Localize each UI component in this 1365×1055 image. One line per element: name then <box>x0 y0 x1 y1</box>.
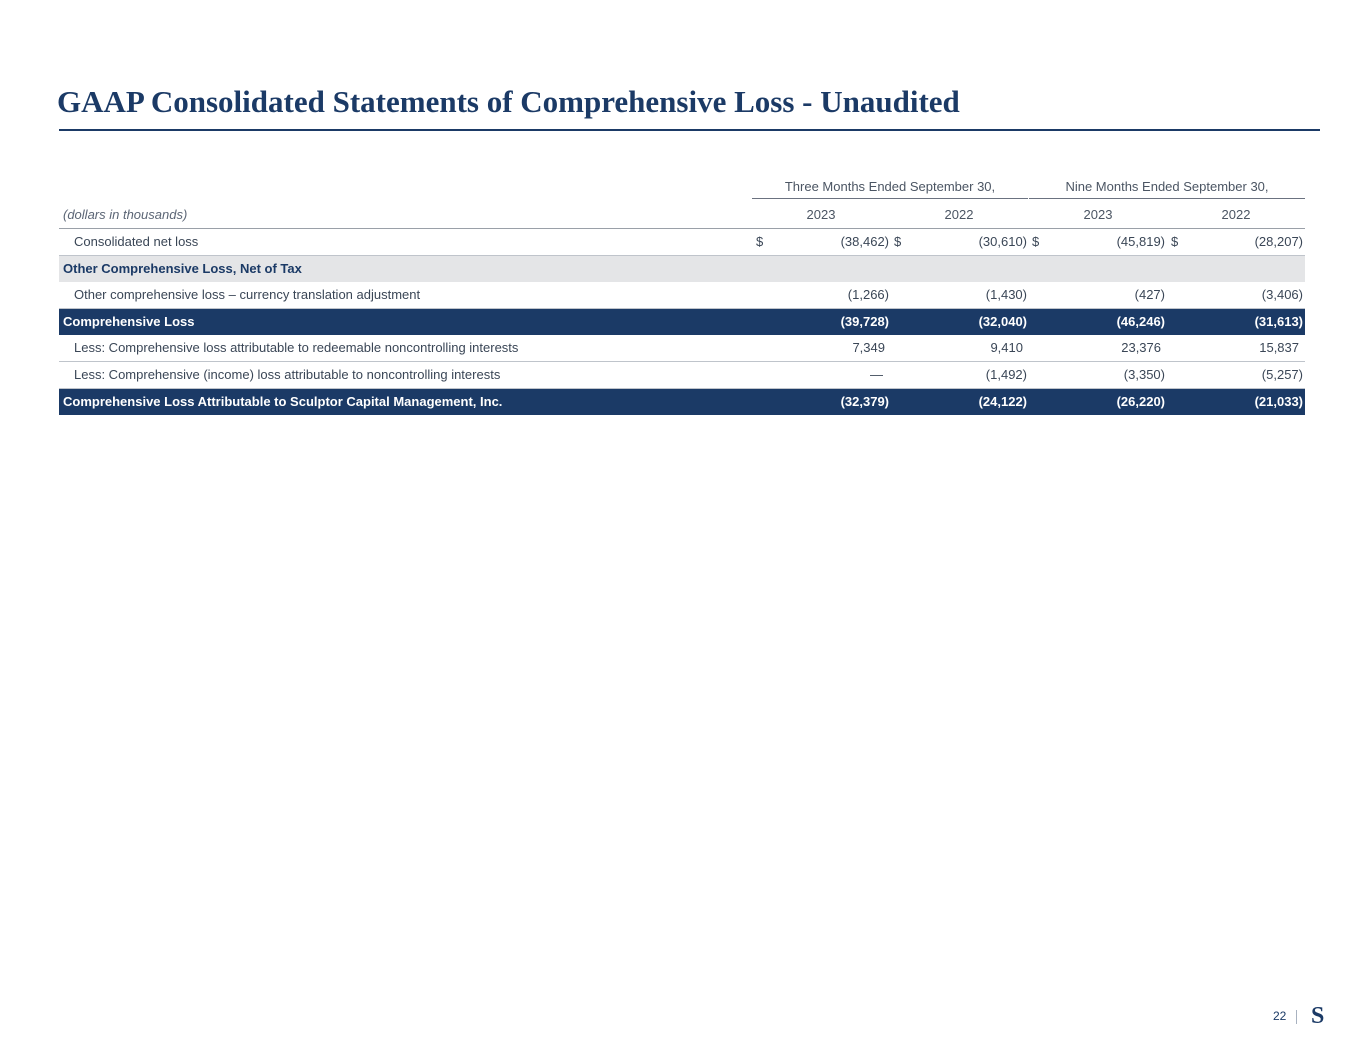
value-ytd-2023: 23,376 <box>1121 340 1161 355</box>
total-row <box>59 389 1305 415</box>
currency-symbol: $ <box>894 234 902 249</box>
units-label: (dollars in thousands) <box>63 207 188 222</box>
section-label: Other Comprehensive Loss, Net of Tax <box>63 261 302 276</box>
value-q3-2022: (1,430) <box>985 287 1027 302</box>
value-ytd-2023: (3,350) <box>1123 367 1165 382</box>
year-header-ytd-2023: 2023 <box>1083 207 1113 222</box>
value-q3-2022: (30,610) <box>978 234 1027 249</box>
value-ytd-2022: (5,257) <box>1261 367 1303 382</box>
currency-symbol: $ <box>1171 234 1179 249</box>
value-ytd-2023: (427) <box>1134 287 1165 302</box>
title-divider <box>59 129 1320 131</box>
row-label: Other comprehensive loss – currency translation adjustment <box>74 287 421 302</box>
sculptor-logo-icon: S <box>1311 1003 1325 1029</box>
year-header-q3-2022: 2022 <box>944 207 974 222</box>
value-q3-2022: (32,040) <box>978 314 1027 329</box>
row-label: Consolidated net loss <box>74 234 199 249</box>
table-row <box>59 282 1305 309</box>
value-ytd-2023: (46,246) <box>1116 314 1165 329</box>
value-ytd-2022: (31,613) <box>1254 314 1303 329</box>
value-ytd-2022: (28,207) <box>1254 234 1303 249</box>
footer-divider <box>1296 1010 1297 1024</box>
value-q3-2023: (1,266) <box>847 287 889 302</box>
total-row <box>59 309 1305 335</box>
value-q3-2022: 9,410 <box>990 340 1023 355</box>
value-q3-2023: (32,379) <box>840 394 889 409</box>
value-q3-2022: (1,492) <box>985 367 1027 382</box>
currency-symbol: $ <box>1032 234 1040 249</box>
table-row <box>59 229 1305 256</box>
page-title: GAAP Consolidated Statements of Comprehensive Loss - Unaudited <box>57 84 960 119</box>
page-number: 22 <box>1273 1009 1287 1023</box>
row-label: Comprehensive Loss <box>63 314 195 329</box>
section-header-row <box>59 256 1305 282</box>
financial-table <box>59 176 1305 415</box>
value-ytd-2023: (45,819) <box>1116 234 1165 249</box>
period-header-nine-months: Nine Months Ended September 30, <box>1029 176 1305 199</box>
year-header-ytd-2022: 2022 <box>1221 207 1251 222</box>
value-ytd-2022: (3,406) <box>1261 287 1303 302</box>
value-q3-2023: 7,349 <box>852 340 885 355</box>
value-q3-2023: — <box>870 367 883 382</box>
value-q3-2022: (24,122) <box>978 394 1027 409</box>
period-header-three-months: Three Months Ended September 30, <box>752 176 1028 199</box>
year-header-q3-2023: 2023 <box>806 207 836 222</box>
value-q3-2023: (38,462) <box>840 234 889 249</box>
period-header-row <box>59 176 1305 202</box>
value-q3-2023: (39,728) <box>840 314 889 329</box>
year-header-row <box>59 202 1305 229</box>
table-row <box>59 335 1305 362</box>
table-row <box>59 362 1305 389</box>
currency-symbol: $ <box>756 234 764 249</box>
value-ytd-2022: 15,837 <box>1259 340 1299 355</box>
row-label: Less: Comprehensive loss attributable to redeemable noncontrolling interests <box>74 340 519 355</box>
row-label: Less: Comprehensive (income) loss attributable to noncontrolling interests <box>74 367 501 382</box>
row-label: Comprehensive Loss Attributable to Sculptor Capital Management, Inc. <box>63 394 503 409</box>
value-ytd-2022: (21,033) <box>1254 394 1303 409</box>
value-ytd-2023: (26,220) <box>1116 394 1165 409</box>
